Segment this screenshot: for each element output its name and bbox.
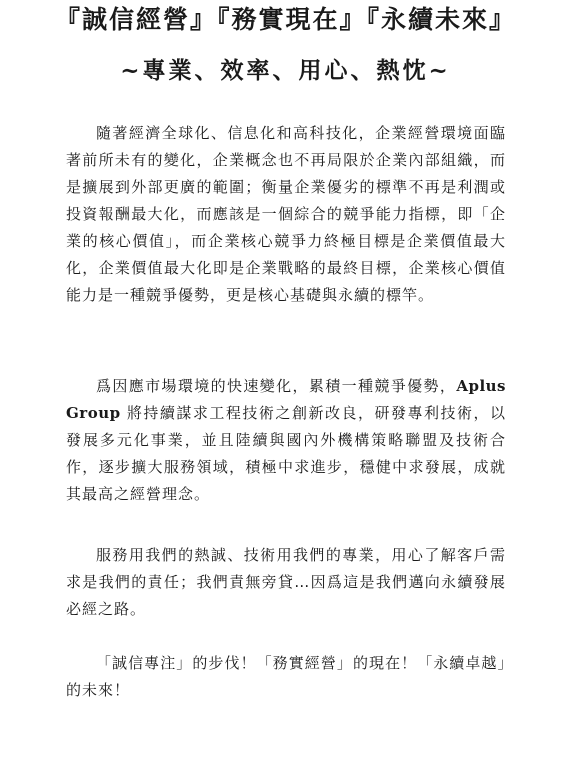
service-paragraph: 服務用我們的熱誠、技術用我們的專業，用心了解客戶需求是我們的責任；我們責無旁貸…因爲這是我們邁向永續發展必經之路。 [66, 546, 506, 618]
intro-paragraph: 隨著經濟全球化、信息化和高科技化，企業經營環境面臨著前所未有的變化，企業概念也不再局限於企業內部組織，而是擴展到外部更廣的範圍；衡量企業優劣的標準不再是利潤或投資報酬最大化，而應該是一個綜合的競爭能力指標，即「企業的核心價值」，而企業核心競爭力終極目標是企業價值最大化，企業價值最大化即是企業戰略的最終目標，企業核心價值能力是一種競爭優勢，更是核心基礎與永續的標竿。 [66, 124, 506, 304]
strategy-paragraph-rest: 將持續謀求工程技術之創新改良，研發專利技術，以發展多元化事業，並且陸續與國內外機構策略聯盟及技術合作，逐步擴大服務領域，積極中求進步，穩健中求發展，成就其最高之經營理念。 [66, 404, 506, 503]
slogan-title: 『誠信經營』『務實現在』『永續未來』 [54, 5, 516, 34]
strategy-paragraph-lead: 爲因應市場環境的快速變化，累積一種競爭優勢， [96, 377, 457, 395]
values-subtitle: ~專業、效率、用心、熱忱~ [120, 57, 451, 84]
company-name: Aplus Group [66, 377, 506, 422]
closing-slogan-paragraph: 「誠信專注」的步伐！「務實經營」的現在！「永續卓越」的未來！ [66, 654, 506, 699]
strategy-paragraph [66, 373, 506, 508]
